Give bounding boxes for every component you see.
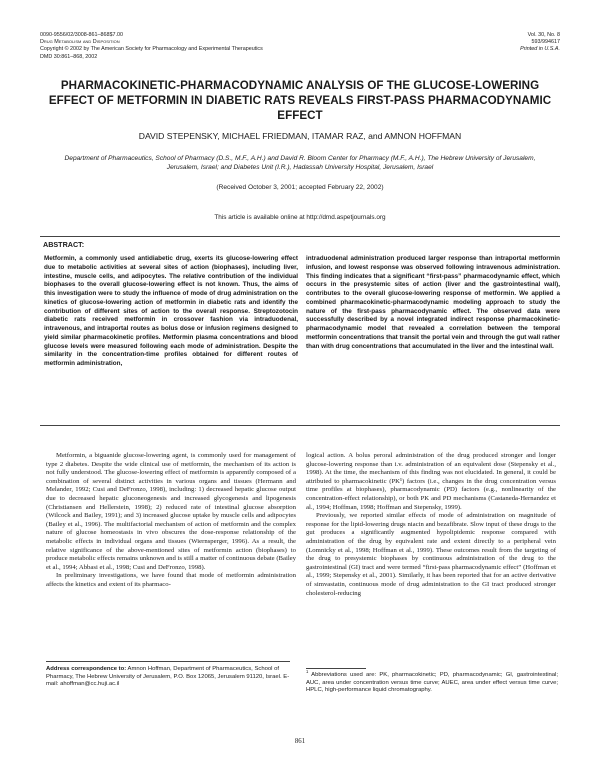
body-paragraph: logical action. A bolus peroral administration of the drug produced stronger and longer glucose-lowering response than i.v. administration of an equivalent dose (Stepensky et al., 1998). At the time, the mechanism of this finding was not elucidated. In general, it could be attributed to pharmacokinetic (PK¹) factors (i.e., changes in the drug concentration versus time profiles at biophases), pharmacodynamic (PD) factors (e.g., nonlinearity of the concentration-effect relationship), or both PK and PD mechanisms (Castaneda-Hernandez et al., 1994; Hoffman, 1998; Hoffman and Stepensky, 1999). bbox=[306, 452, 556, 511]
body-column-right bbox=[306, 452, 556, 598]
body-paragraph: Metformin, a biguanide glucose-lowering agent, is commonly used for management of type 2 diabetes. Despite the wide clinical use of metformin, the mechanism of its action is not fully understood. The glucose-lowering effect of metformin is apparently composed of a combination of several distinct activities in various organs and tissues (Hermann and Melander, 1992; Cusi and DeFronzo, 1998), including: 1) decreased hepatic glucose output due to decreased hepatic gluconeogenesis and increased glycogenesis and lipogenesis (Christiansen and Hellerstein, 1998); 2) reduced rate of intestinal glucose absorption (Wilcock and Bailey, 1991); and 3) increased glucose uptake by muscle cells and adipocytes (Bailey et al., 1996). The multifactorial mechanism of action of metformin and the complex nature of glucose homeostasis in vivo obscures the dose-response relationship of the metabolic effects in individual organs and tissues (Wiernsperger, 1996). As a result, the relative significance of the above-mentioned sites of metformin action (biophases) to produce metabolic effects remains unknown and is still a matter of continuous debate (Bailey et al., 1994; Abbasi et al., 1998; Cusi and DeFronzo, 1998). bbox=[46, 452, 296, 571]
online-availability-note: This article is available online at http://dmd.aspetjournals.org bbox=[214, 214, 386, 221]
journal-name: Drug Metabolism and Disposition bbox=[40, 39, 120, 46]
body-paragraph: In preliminary investigations, we have found that mode of metformin administration affects the kinetics and extent of its pharmaco- bbox=[46, 572, 296, 588]
copyright-line: Copyright © 2002 by The American Society for Pharmacology and Experimental Therapeutics bbox=[40, 46, 263, 53]
affiliations: Department of Pharmaceutics, School of Pharmacy (D.S., M.F., A.H.) and David R. Bloom Center for Pharmacy (M.F., A.H.), The Hebrew University of Jerusalem, Jerusalem, Israel; and Diabetes Unit (I.R.), Hadassah University Hospital, Jerusalem, Israel bbox=[64, 155, 536, 172]
abstract-text-left: Metformin, a commonly used antidiabetic drug, exerts its glucose-lowering effect due to metabolic activities at several sites of action (biophases), including liver, intestine, muscle cells, and adipocytes. The relative contribution of the individual biophases to the overall glucose-lowering effect is not known. Thus, the aims of this investigation were to study the influence of mode of drug administration on the kinetics of glucose-lowering action of metformin in diabetic rats and identify the contribution of different sites of action to the overall response. Streptozotocin diabetic rats received metformin in crossover fashion via intraduodenal, intravenous, and intraportal routes as bolus dose or infusion regimens designed to yield similar pharmacokinetic profiles. Metformin plasma concentrations and blood glucose levels were measured following each mode of administration. Despite the similarity in the concentration-time profiles obtained for different routes of metformin administration, bbox=[44, 255, 298, 367]
correspondence-label: Address correspondence to: bbox=[46, 666, 127, 672]
author-list: DAVID STEPENSKY, MICHAEL FRIEDMAN, ITAMAR RAZ, and AMNON HOFFMAN bbox=[138, 131, 462, 141]
running-header-left bbox=[40, 32, 360, 61]
body-paragraph: Previously, we reported similar effects of mode of administration on magnitude of response for the lipid-lowering drugs niacin and bezafibrate. Slow input of these drugs to the gut produces a significantly augmented hypolipidemic response compared with administration of the drug by equivalent rate and extent directly to a peripheral vein (Lomnicky et al., 1998; Hoffman et al., 1999). These outcomes result from the targeting of the drug to presystemic biophases by continuous administration of the drug to the gastrointestinal (GI) tract and were termed “first-pass pharmacodynamic effect” (Hoffman et al., 1999; Stepensky et al., 2001). Similarly, it has been reported that for an active derivative of simvastatin, continuous mode of drug administration to the GI tract produced stronger cholesterol-reducing bbox=[306, 512, 556, 597]
received-dates: (Received October 3, 2001; accepted February 22, 2002) bbox=[216, 184, 384, 191]
issn-line: 0090-9556/02/3008-861–868$7.00 bbox=[40, 32, 124, 38]
footnote-divider bbox=[306, 668, 366, 669]
correspondence-footnote bbox=[46, 666, 294, 689]
running-header-right bbox=[380, 32, 560, 54]
abstract-heading: ABSTRACT: bbox=[43, 240, 85, 249]
body-column-left bbox=[46, 452, 296, 590]
page-number: 861 bbox=[294, 738, 306, 745]
volume-line: Vol. 30, No. 8 bbox=[527, 32, 560, 38]
article-title: PHARMACOKINETIC-PHARMACODYNAMIC ANALYSIS OF THE GLUCOSE-LOWERING EFFECT OF METFORMIN IN DIABETIC RATS REVEALS FIRST-PASS PHARMACODYNAMIC EFFECT bbox=[48, 79, 552, 122]
abbreviations-text: Abbreviations used are: PK, pharmacokinetic; PD, pharmacodynamic; GI, gastrointestinal; AUC, area under concentration versus time curve; AUEC, area under effect versus time curve; HPLC, high-performance liquid chromatography. bbox=[306, 672, 559, 694]
abbreviations-footnote bbox=[306, 669, 559, 695]
article-id-line: 593/994617 bbox=[531, 39, 560, 46]
abstract-text-right: intraduodenal administration produced larger response than intraportal metformin infusion, and lowest response was observed following intravenous administration. This finding indicates that a significant “first-pass” pharmacodynamic effect, which occurs in the presystemic sites of action (liver and the gastrointestinal wall), contributes to the overall glucose-lowering response of metformin. We applied a combined pharmacokinetic-pharmacodynamic modeling approach to study the nature of the first-pass pharmacodynamic effect. The observed data were successfully described by a novel integrated indirect response pharmacokinetic-pharmacodynamic model that revealed a correlation between the temporal metformin concentrations that transit the portal vein and through the gut wall rather than with drug concentrations that accumulated in the liver and the intestinal wall. bbox=[306, 255, 560, 350]
printed-in-line: Printed in U.S.A. bbox=[520, 46, 560, 53]
footnote-divider bbox=[46, 661, 290, 662]
correspondence-text: Amnon Hoffman, Department of Pharmaceutics, School of Pharmacy, The Hebrew University of Jerusalem, P.O. Box 12065, Jerusalem 91120, Israel. E-mail: ahoffman@cc.huji.ac.il bbox=[46, 666, 290, 688]
citation-line: DMD 30:861–868, 2002 bbox=[40, 53, 98, 60]
footnote-marker: 1 bbox=[306, 669, 309, 675]
